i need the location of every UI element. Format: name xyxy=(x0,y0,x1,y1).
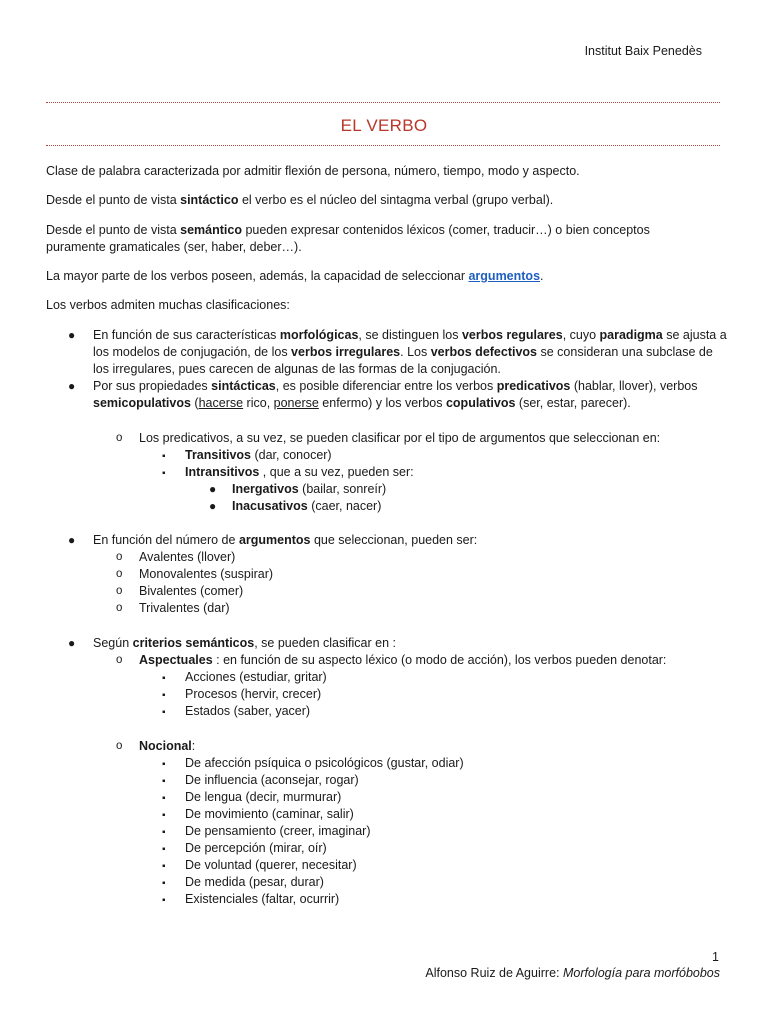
list-item-text: De lengua (decir, murmurar) xyxy=(185,790,342,804)
paragraph-syntactic xyxy=(46,192,724,209)
list-morphological-syntactic xyxy=(46,327,726,412)
list-item-valence xyxy=(46,600,726,617)
list-item-text xyxy=(139,652,726,669)
text: : xyxy=(191,739,196,753)
title-rule-bottom xyxy=(46,145,720,146)
list-item-notional xyxy=(46,772,726,789)
text-bold: Intransitivos xyxy=(185,465,260,479)
bullet-marker: ● xyxy=(68,328,76,342)
square-marker: ▪ xyxy=(162,861,166,872)
text-underlined: ponerse xyxy=(273,396,319,410)
text-underlined: hacerse xyxy=(198,396,244,410)
text: que seleccionan, pueden ser: xyxy=(310,533,478,547)
text-bold: verbos regulares xyxy=(461,328,563,342)
square-marker: ▪ xyxy=(162,690,166,701)
text-bold: sintácticas xyxy=(211,379,276,393)
list-item-aspect xyxy=(46,686,726,703)
list-item-text: De afección psíquica o psicológicos (gustar, odiar) xyxy=(185,756,464,770)
text: se consideran una subclase de los irregulares, pues carecen de algunas de las formas de la conjugación. xyxy=(93,345,713,376)
list-item-text: De movimiento (caminar, salir) xyxy=(185,807,354,821)
text-bold: paradigma xyxy=(599,328,663,342)
list-item-text xyxy=(232,481,726,498)
bullet-marker: ● xyxy=(68,533,76,547)
text: Desde el punto de vista xyxy=(46,223,181,237)
circle-marker: o xyxy=(116,568,123,580)
circle-marker: o xyxy=(116,740,123,752)
page-number: 1 xyxy=(712,950,719,964)
list-item-text xyxy=(185,447,726,464)
list-item-inacusativos xyxy=(46,498,726,515)
circle-marker: o xyxy=(116,602,123,614)
list-argumentos xyxy=(46,532,726,617)
text-bold: Nocional xyxy=(139,739,192,753)
paragraph-semantic xyxy=(46,222,686,256)
page-title: EL VERBO xyxy=(340,116,428,135)
square-marker: ▪ xyxy=(162,759,166,770)
list-item-predicativos xyxy=(46,430,726,447)
square-marker: ▪ xyxy=(162,895,166,906)
list-item-intransitivos xyxy=(46,464,726,481)
text: : en función de su aspecto léxico (o modo de acción), los verbos pueden denotar: xyxy=(212,653,667,667)
square-marker: ▪ xyxy=(162,878,166,889)
text-bold: argumentos xyxy=(238,533,311,547)
list-item-semantic xyxy=(46,635,726,652)
list-item-notional xyxy=(46,874,726,891)
list-item-argumentos xyxy=(46,532,726,549)
list-item-nocional xyxy=(46,738,726,755)
text: En función del número de xyxy=(93,533,239,547)
list-item-text: Procesos (hervir, crecer) xyxy=(185,687,322,701)
text-bold: verbos defectivos xyxy=(430,345,538,359)
list-item-text: Acciones (estudiar, gritar) xyxy=(185,670,327,684)
paragraph-classifications: Los verbos admiten muchas clasificaciones: xyxy=(46,298,290,312)
text: (dar, conocer) xyxy=(251,448,332,462)
text-bold: semicopulativos xyxy=(93,396,191,410)
list-item-notional xyxy=(46,857,726,874)
text-bold: criterios semánticos xyxy=(132,636,255,650)
list-item-notional xyxy=(46,891,726,908)
header-institution: Institut Baix Penedès xyxy=(584,44,702,58)
list-item-valence xyxy=(46,566,726,583)
text-bold: Transitivos xyxy=(185,448,251,462)
text: se ajusta a los modelos de conjugación, de los xyxy=(93,328,727,359)
list-item-text: Bivalentes (comer) xyxy=(139,584,244,598)
list-item-text: Monovalentes (suspirar) xyxy=(139,567,274,581)
circle-marker: o xyxy=(116,654,123,666)
list-item-text xyxy=(93,635,726,652)
title-rule-top xyxy=(46,102,720,103)
text: (hablar, llover), verbos xyxy=(570,379,698,393)
list-item-text xyxy=(232,498,726,515)
list-item-aspect xyxy=(46,669,726,686)
square-marker: ▪ xyxy=(162,827,166,838)
argumentos-link[interactable]: argumentos xyxy=(468,269,541,283)
list-item-text xyxy=(93,378,729,412)
text-bold: semántico xyxy=(180,223,242,237)
list-item-morphological xyxy=(46,327,726,378)
text: (bailar, sonreír) xyxy=(298,482,387,496)
list-item-notional xyxy=(46,840,726,857)
text: pueden expresar contenidos léxicos (comer, traducir…) o bien conceptos puramente gramaticales (ser, haber, deber…). xyxy=(46,223,650,254)
text: . xyxy=(540,269,544,283)
list-item-text xyxy=(139,738,726,755)
circle-marker: o xyxy=(116,432,123,444)
bullet-marker: ● xyxy=(68,379,76,393)
list-item-syntactic xyxy=(46,378,726,412)
list-item-text: Trivalentes (dar) xyxy=(139,601,230,615)
text: En función de sus características xyxy=(93,328,280,342)
list-item-text: De voluntad (querer, necesitar) xyxy=(185,858,357,872)
list-item-inergativos xyxy=(46,481,726,498)
list-semantic-criteria xyxy=(46,635,726,720)
text: . Los xyxy=(400,345,431,359)
text: enfermo) y los verbos xyxy=(318,396,446,410)
bullet-marker: ● xyxy=(68,636,76,650)
square-marker: ▪ xyxy=(162,776,166,787)
text: , cuyo xyxy=(562,328,600,342)
square-marker: ▪ xyxy=(162,810,166,821)
square-marker: ▪ xyxy=(162,793,166,804)
text: , se pueden clasificar en : xyxy=(254,636,396,650)
circle-marker: o xyxy=(116,585,123,597)
list-item-valence xyxy=(46,583,726,600)
text-bold: Inergativos xyxy=(232,482,299,496)
list-predicativos xyxy=(46,430,726,515)
list-item-notional xyxy=(46,789,726,806)
paragraph-definition: Clase de palabra caracterizada por admitir flexión de persona, número, tiempo, modo y aspecto. xyxy=(46,164,580,178)
square-marker: ▪ xyxy=(162,707,166,718)
list-item-notional xyxy=(46,755,726,772)
list-item-text xyxy=(185,464,726,481)
text-bold: verbos irregulares xyxy=(291,345,401,359)
text: rico, xyxy=(243,396,274,410)
list-item-text: De percepción (mirar, oír) xyxy=(185,841,327,855)
text-bold: Aspectuales xyxy=(139,653,213,667)
text: ( xyxy=(190,396,199,410)
text-bold: copulativos xyxy=(445,396,516,410)
text-bold: Inacusativos xyxy=(232,499,308,513)
text: La mayor parte de los verbos poseen, además, la capacidad de seleccionar xyxy=(46,269,469,283)
text: , es posible diferenciar entre los verbos xyxy=(275,379,497,393)
list-item-text: Existenciales (faltar, ocurrir) xyxy=(185,892,340,906)
bullet-marker: ● xyxy=(209,482,217,496)
square-marker: ▪ xyxy=(162,451,166,462)
list-item-notional xyxy=(46,823,726,840)
list-item-valence xyxy=(46,549,726,566)
list-item-notional xyxy=(46,806,726,823)
footer-citation xyxy=(425,966,720,980)
text: , que a su vez, pueden ser: xyxy=(259,465,414,479)
text: el verbo es el núcleo del sintagma verbal (grupo verbal). xyxy=(238,193,554,207)
list-item-aspectuales xyxy=(46,652,726,669)
text: (ser, estar, parecer). xyxy=(515,396,631,410)
paragraph-arguments xyxy=(46,268,724,285)
list-item-text: De influencia (aconsejar, rogar) xyxy=(185,773,359,787)
bullet-marker: ● xyxy=(209,499,217,513)
text: Desde el punto de vista xyxy=(46,193,181,207)
list-item-text: Los predicativos, a su vez, se pueden clasificar por el tipo de argumentos que seleccionan en: xyxy=(139,431,661,445)
square-marker: ▪ xyxy=(162,844,166,855)
footer-book-title: Morfología para morfóbobos xyxy=(562,966,720,980)
list-item-text: De pensamiento (creer, imaginar) xyxy=(185,824,371,838)
list-item-text xyxy=(93,532,726,549)
text: (caer, nacer) xyxy=(307,499,382,513)
list-item-text: Estados (saber, yacer) xyxy=(185,704,311,718)
text-bold: sintáctico xyxy=(180,193,239,207)
list-nocional xyxy=(46,738,726,908)
text-bold: predicativos xyxy=(496,379,571,393)
footer-author: Alfonso Ruiz de Aguirre: xyxy=(425,966,563,980)
text: Por sus propiedades xyxy=(93,379,212,393)
list-item-text: Avalentes (llover) xyxy=(139,550,236,564)
text-bold: morfológicas xyxy=(279,328,359,342)
list-item-transitivos xyxy=(46,447,726,464)
text: , se distinguen los xyxy=(358,328,462,342)
list-item-text: De medida (pesar, durar) xyxy=(185,875,324,889)
square-marker: ▪ xyxy=(162,673,166,684)
text: Según xyxy=(93,636,133,650)
square-marker: ▪ xyxy=(162,468,166,479)
list-item-aspect xyxy=(46,703,726,720)
circle-marker: o xyxy=(116,551,123,563)
list-item-text xyxy=(93,327,729,378)
